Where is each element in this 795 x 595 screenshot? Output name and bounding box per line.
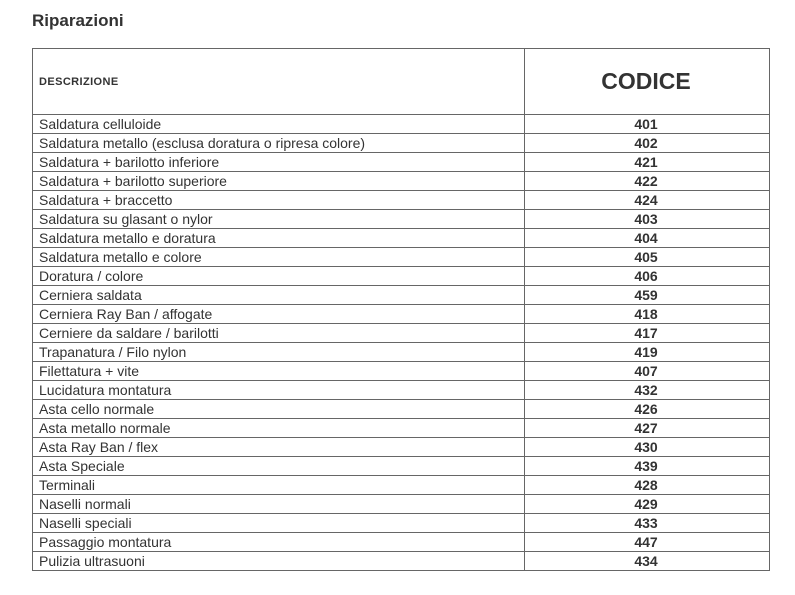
repair-code: 459 bbox=[525, 286, 770, 305]
table-row bbox=[33, 324, 770, 343]
repairs-table bbox=[32, 48, 770, 571]
repair-description: Saldatura metallo (esclusa doratura o ripresa colore) bbox=[33, 134, 525, 153]
repair-code: 404 bbox=[525, 229, 770, 248]
repair-description: Pulizia ultrasuoni bbox=[33, 552, 525, 571]
table-row bbox=[33, 305, 770, 324]
repair-code: 419 bbox=[525, 343, 770, 362]
repair-description: Saldatura su glasant o nylor bbox=[33, 210, 525, 229]
table-row bbox=[33, 191, 770, 210]
repair-description: Lucidatura montatura bbox=[33, 381, 525, 400]
repair-code: 406 bbox=[525, 267, 770, 286]
column-header-code: CODICE bbox=[525, 49, 770, 115]
table-row bbox=[33, 210, 770, 229]
repair-code: 434 bbox=[525, 552, 770, 571]
repair-code: 447 bbox=[525, 533, 770, 552]
repair-description: Saldatura + barilotto superiore bbox=[33, 172, 525, 191]
repair-code: 430 bbox=[525, 438, 770, 457]
repair-code: 432 bbox=[525, 381, 770, 400]
table-row bbox=[33, 533, 770, 552]
repair-code: 439 bbox=[525, 457, 770, 476]
repair-description: Saldatura + barilotto inferiore bbox=[33, 153, 525, 172]
table-row bbox=[33, 514, 770, 533]
page-title: Riparazioni bbox=[32, 11, 124, 30]
table-row bbox=[33, 362, 770, 381]
table-body bbox=[33, 115, 770, 571]
repair-code: 433 bbox=[525, 514, 770, 533]
repair-code: 403 bbox=[525, 210, 770, 229]
repair-code: 407 bbox=[525, 362, 770, 381]
repair-description: Passaggio montatura bbox=[33, 533, 525, 552]
table-row bbox=[33, 229, 770, 248]
table-row bbox=[33, 457, 770, 476]
repair-description: Asta metallo normale bbox=[33, 419, 525, 438]
repair-description: Naselli normali bbox=[33, 495, 525, 514]
table-row bbox=[33, 495, 770, 514]
repair-description: Asta Ray Ban / flex bbox=[33, 438, 525, 457]
repair-code: 417 bbox=[525, 324, 770, 343]
table-row bbox=[33, 267, 770, 286]
table-row bbox=[33, 381, 770, 400]
repair-description: Trapanatura / Filo nylon bbox=[33, 343, 525, 362]
table-row bbox=[33, 400, 770, 419]
repair-description: Saldatura celluloide bbox=[33, 115, 525, 134]
table-row bbox=[33, 438, 770, 457]
repair-description: Asta cello normale bbox=[33, 400, 525, 419]
repair-description: Cerniere da saldare / barilotti bbox=[33, 324, 525, 343]
repair-code: 421 bbox=[525, 153, 770, 172]
repair-description: Asta Speciale bbox=[33, 457, 525, 476]
repair-description: Terminali bbox=[33, 476, 525, 495]
table-row bbox=[33, 134, 770, 153]
repair-code: 424 bbox=[525, 191, 770, 210]
repair-code: 402 bbox=[525, 134, 770, 153]
table-row bbox=[33, 343, 770, 362]
table-row bbox=[33, 419, 770, 438]
table-row bbox=[33, 115, 770, 134]
repair-description: Naselli speciali bbox=[33, 514, 525, 533]
table-row bbox=[33, 476, 770, 495]
repair-description: Cerniera saldata bbox=[33, 286, 525, 305]
table-row bbox=[33, 153, 770, 172]
table-row bbox=[33, 248, 770, 267]
repair-description: Saldatura + braccetto bbox=[33, 191, 525, 210]
table-row bbox=[33, 286, 770, 305]
repair-code: 401 bbox=[525, 115, 770, 134]
table-row bbox=[33, 552, 770, 571]
repair-description: Cerniera Ray Ban / affogate bbox=[33, 305, 525, 324]
repair-code: 427 bbox=[525, 419, 770, 438]
repair-description: Saldatura metallo e colore bbox=[33, 248, 525, 267]
column-header-description: DESCRIZIONE bbox=[33, 49, 525, 115]
repair-code: 429 bbox=[525, 495, 770, 514]
table-header-row bbox=[33, 49, 770, 115]
repair-description: Filettatura + vite bbox=[33, 362, 525, 381]
repair-code: 405 bbox=[525, 248, 770, 267]
repair-description: Saldatura metallo e doratura bbox=[33, 229, 525, 248]
repair-code: 418 bbox=[525, 305, 770, 324]
table-row bbox=[33, 172, 770, 191]
repair-description: Doratura / colore bbox=[33, 267, 525, 286]
repair-code: 426 bbox=[525, 400, 770, 419]
repair-code: 422 bbox=[525, 172, 770, 191]
repair-code: 428 bbox=[525, 476, 770, 495]
